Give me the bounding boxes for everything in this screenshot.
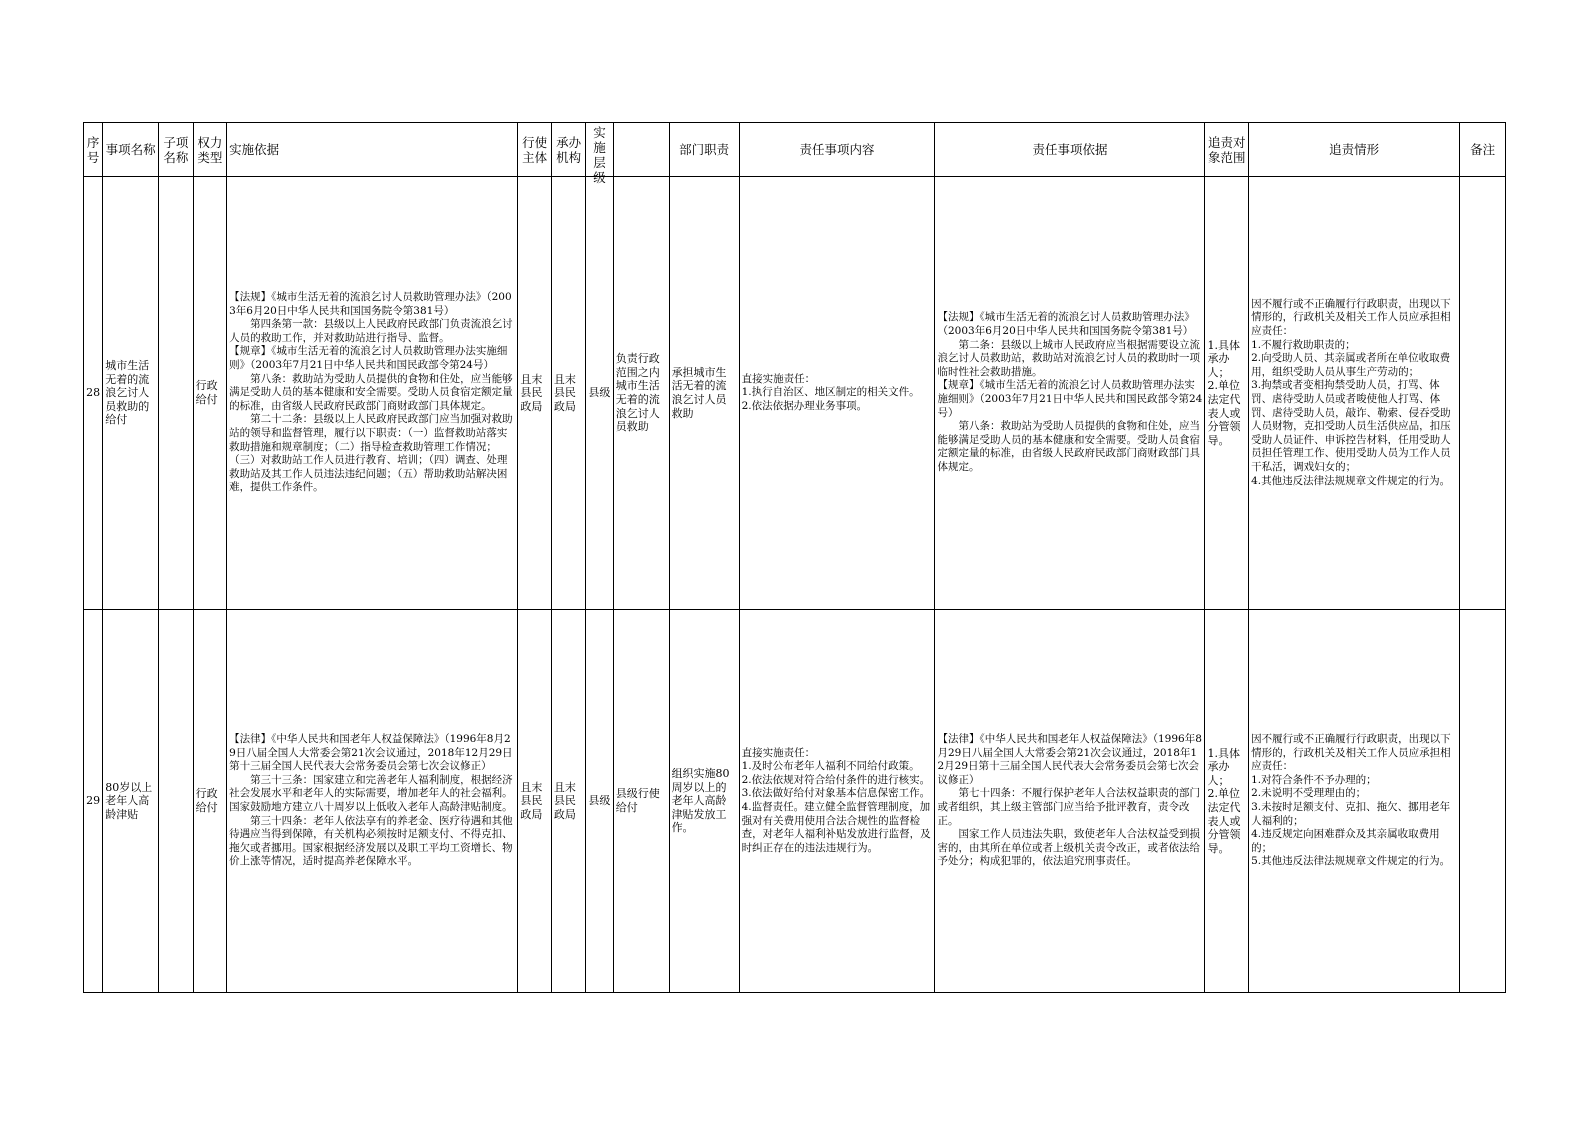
cell-duty-basis: 【法规】《城市生活无着的流浪乞讨人员救助管理办法》（2003年6月20日中华人民共和国国务院令第381号） 第二条：县级以上城市人民政府应当根据需要设立流浪乞讨人员救助站，救助站对流浪乞讨人员的救助时一项临时性社会救助措施。 【规章】《城市生活无着的流浪乞讨人员救助管理办法实施细则》（2003年7月21日中华人民共和国民政部令第24号） 第八条：救助站为受助人员提供的食物和住处，应当能够满足受助人员的基本健康和安全需要。受助人员食宿定额定量的标准，由省级人民政府民政部门商财政部门具体规定。	[935, 177, 1205, 610]
cell-target-scope: 1.具体承办人； 2.单位法定代表人或分管领导。	[1205, 177, 1249, 610]
cell-sub-item	[159, 177, 194, 610]
cell-power-type: 行政给付	[193, 610, 226, 993]
header-subject: 行使主体	[518, 123, 551, 177]
cell-subject: 且末县民政局	[518, 177, 551, 610]
header-sub-item: 子项名称	[159, 123, 194, 177]
cell-subject: 且末县民政局	[518, 610, 551, 993]
cell-power-type: 行政给付	[193, 177, 226, 610]
power-list-table	[83, 122, 1506, 993]
cell-duty-content: 直接实施责任： 1.执行自治区、地区制定的相关文件。 2.依法依据办理业务事项。	[739, 177, 935, 610]
header-agency: 承办机构	[551, 123, 586, 177]
header-dept-duty: 部门职责	[669, 123, 739, 177]
cell-target-scope: 1.具体承办人； 2.单位法定代表人或分管领导。	[1205, 610, 1249, 993]
cell-remark	[1460, 177, 1506, 610]
cell-sub-item	[159, 610, 194, 993]
cell-level: 县级	[586, 610, 613, 993]
cell-duty-basis: 【法律】《中华人民共和国老年人权益保障法》（1996年8月29日八届全国人大常委会第21次会议通过，2018年12月29日第十三届全国人民代表大会常务委员会第七次会议修正） 第七十四条：不履行保护老年人合法权益职责的部门或者组织，其上级主管部门应当给予批评教育，责令改正。 国家工作人员违法失职，致使老年人合法权益受到损害的，由其所在单位或者上级机关责令改正，或者依法给予处分；构成犯罪的，依法追究刑事责任。	[935, 610, 1205, 993]
cell-no: 29	[84, 610, 103, 993]
cell-basis: 【法律】《中华人民共和国老年人权益保障法》（1996年8月29日八届全国人大常委会第21次会议通过，2018年12月29日第十三届全国人民代表大会常务委员会第七次会议修正） 第三十三条：国家建立和完善老年人福利制度，根据经济社会发展水平和老年人的实际需要，增加老年人的社会福利。国家鼓励地方建立八十周岁以上低收入老年人高龄津贴制度。 第三十四条：老年人依法享有的养老金、医疗待遇和其他待遇应当得到保障，有关机构必须按时足额支付、不得克扣、拖欠或者挪用。国家根据经济发展以及职工平均工资增长、物价上涨等情况，适时提高养老保障水平。	[227, 610, 518, 993]
header-row	[84, 123, 1506, 177]
header-duty-content: 责任事项内容	[739, 123, 935, 177]
header-level: 实施层级	[586, 123, 613, 177]
cell-agency: 且末县民政局	[551, 610, 586, 993]
cell-item-name: 80岁以上老年人高龄津贴	[103, 610, 159, 993]
header-power-type: 权力类型	[193, 123, 226, 177]
header-remark: 备注	[1460, 123, 1506, 177]
header-item-name: 事项名称	[103, 123, 159, 177]
cell-remark	[1460, 610, 1506, 993]
cell-dept-duty: 承担城市生活无着的流浪乞讨人员救助	[669, 177, 739, 610]
cell-dept-duty: 组织实施80周岁以上的老年人高龄津贴发放工作。	[669, 610, 739, 993]
cell-situation: 因不履行或不正确履行行政职责，出现以下情形的，行政机关及相关工作人员应承担相应责任： 1.对符合条件不予办理的； 2.未说明不受理理由的； 3.未按时足额支付、克扣、拖欠、挪用老年人福利的； 4.违反规定向困难群众及其亲属收取费用的； 5.其他违反法律法规规章文件规定的行为。	[1249, 610, 1460, 993]
cell-item-name: 城市生活无着的流浪乞讨人员救助的给付	[103, 177, 159, 610]
cell-scope: 县级行使给付	[613, 610, 669, 993]
cell-agency: 且末县民政局	[551, 177, 586, 610]
header-target-scope: 追责对象范围	[1205, 123, 1249, 177]
table-row	[84, 610, 1506, 993]
cell-scope: 负责行政范围之内城市生活无着的流浪乞讨人员救助	[613, 177, 669, 610]
cell-situation: 因不履行或不正确履行行政职责，出现以下情形的，行政机关及相关工作人员应承担相应责任： 1.不履行救助职责的； 2.向受助人员、其亲属或者所在单位收取费用，组织受助人员从事生产劳动的； 3.拘禁或者变相拘禁受助人员，打骂、体罚、虐待受助人员或者唆使他人打骂、体罚、虐待受助人员，敲诈、勒索、侵吞受助人员财物，克扣受助人员生活供应品，扣压受助人员证件、申诉控告材料，任用受助人员担任管理工作、使用受助人员为工作人员干私活，调戏妇女的； 4.其他违反法律法规规章文件规定的行为。	[1249, 177, 1460, 610]
table-row	[84, 177, 1506, 610]
cell-duty-content: 直接实施责任： 1.及时公布老年人福利不同给付政策。 2.依法依规对符合给付条件的进行核实。 3.依法做好给付对象基本信息保密工作。 4.监督责任。建立健全监督管理制度，加强对有关费用使用合法合规性的监督检查，对老年人福利补贴发放进行监督，及时纠正存在的违法违规行为。	[739, 610, 935, 993]
cell-no: 28	[84, 177, 103, 610]
cell-basis: 【法规】《城市生活无着的流浪乞讨人员救助管理办法》（2003年6月20日中华人民共和国国务院令第381号） 第四条第一款：县级以上人民政府民政部门负责流浪乞讨人员的救助工作，并对救助站进行指导、监督。 【规章】《城市生活无着的流浪乞讨人员救助管理办法实施细则》（2003年7月21日中华人民共和国民政部令第24号） 第八条：救助站为受助人员提供的食物和住处，应当能够满足受助人员的基本健康和安全需要。受助人员食宿定额定量的标准，由省级人民政府民政部门商财政部门具体规定。 第二十二条：县级以上人民政府民政部门应当加强对救助站的领导和监督管理，履行以下职责：（一）监督救助站落实救助措施和规章制度；（二）指导检查救助管理工作情况；（三）对救助站工作人员进行教育、培训；（四）调查、处理救助站及其工作人员违法违纪问题；（五）帮助救助站解决困难，提供工作条件。	[227, 177, 518, 610]
header-duty-basis: 责任事项依据	[935, 123, 1205, 177]
header-no: 序号	[84, 123, 103, 177]
header-blank	[613, 123, 669, 177]
header-basis: 实施依据	[227, 123, 518, 177]
header-situation: 追责情形	[1249, 123, 1460, 177]
cell-level: 县级	[586, 177, 613, 610]
